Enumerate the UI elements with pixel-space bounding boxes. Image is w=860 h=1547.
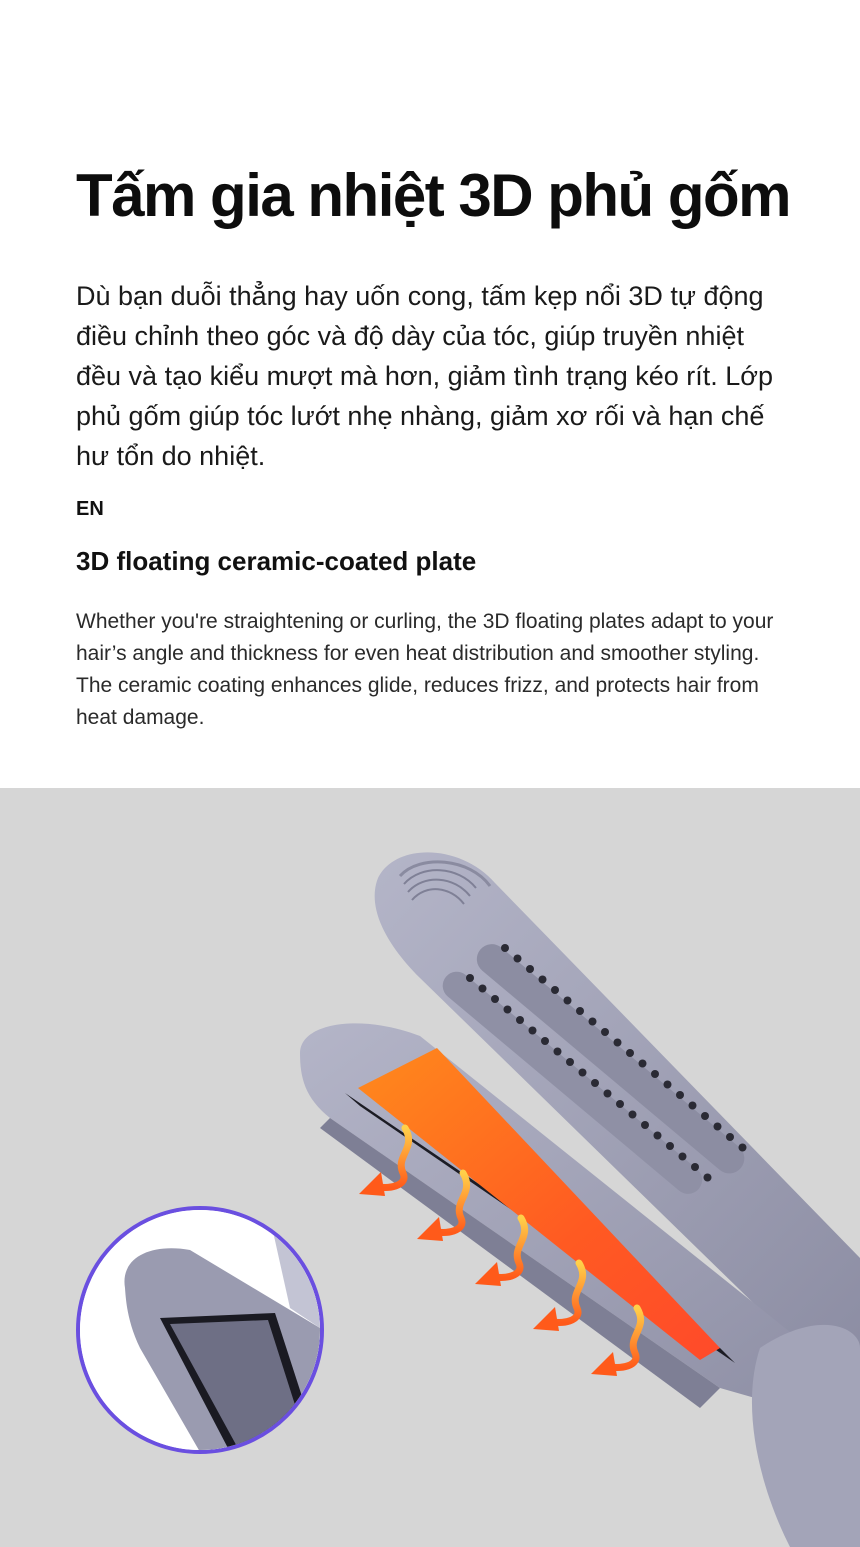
vent-hole [526,965,534,973]
vent-hole [616,1100,624,1108]
vent-hole [554,1048,562,1056]
heat-arrow-head [591,1352,617,1376]
heat-arrow-head [417,1217,443,1241]
language-label: EN [76,498,104,520]
vent-hole [691,1163,699,1171]
vent-hole [566,1058,574,1066]
heat-arrow-head [359,1172,385,1196]
vietnamese-description: Dù bạn duỗi thẳng hay uốn cong, tấm kẹp nổi 3D tự động điều chỉnh theo góc và độ dày của tóc, giúp truyền nhiệt đều và tạo kiểu mượt mà hơn, giảm tình trạng kéo rít. Lớp phủ gốm giúp tóc lướt nhẹ nhàng, giảm xơ rối và hạn chế hư tổn do nhiệt. [76,281,774,471]
handle [752,1325,860,1547]
vent-hole [601,1028,609,1036]
vent-hole [504,1006,512,1014]
vent-hole [701,1112,709,1120]
product-photo [0,788,860,1547]
vent-hole [654,1132,662,1140]
vent-hole [614,1039,622,1047]
heat-arrow-head [533,1307,559,1331]
vent-hole [564,997,572,1005]
zoom-detail [78,1208,322,1452]
vent-hole [704,1174,712,1182]
vent-hole [676,1091,684,1099]
vent-hole [739,1144,747,1152]
vent-hole [664,1081,672,1089]
vent-hole [479,985,487,993]
english-title: 3D floating ceramic-coated plate [76,546,477,576]
vent-hole [589,1018,597,1026]
vent-hole [651,1070,659,1078]
vent-hole [529,1027,537,1035]
vent-hole [466,974,474,982]
vent-hole [714,1123,722,1131]
vent-hole [539,976,547,984]
vent-hole [626,1049,634,1057]
vent-hole [541,1037,549,1045]
vent-hole [501,944,509,952]
vent-hole [679,1153,687,1161]
vent-hole [491,995,499,1003]
vent-hole [666,1142,674,1150]
vent-hole [591,1079,599,1087]
vent-hole [576,1007,584,1015]
heat-arrow-head [475,1262,501,1286]
vent-hole [579,1069,587,1077]
vent-hole [641,1121,649,1129]
page-title: Tấm gia nhiệt 3D phủ gốm [76,162,791,229]
vent-hole [629,1111,637,1119]
vent-hole [551,986,559,994]
english-description: Whether you're straightening or curling, the 3D floating plates adapt to your hair’s angle and thickness for even heat distribution and smoother styling. The ceramic coating enhances glide, reduces frizz, and protects hair from heat damage. [76,610,774,729]
vent-hole [639,1060,647,1068]
vent-hole [689,1102,697,1110]
hair-straightener-illustration [0,788,860,1547]
vent-hole [726,1133,734,1141]
vent-hole [514,955,522,963]
vent-hole [604,1090,612,1098]
vent-hole [516,1016,524,1024]
